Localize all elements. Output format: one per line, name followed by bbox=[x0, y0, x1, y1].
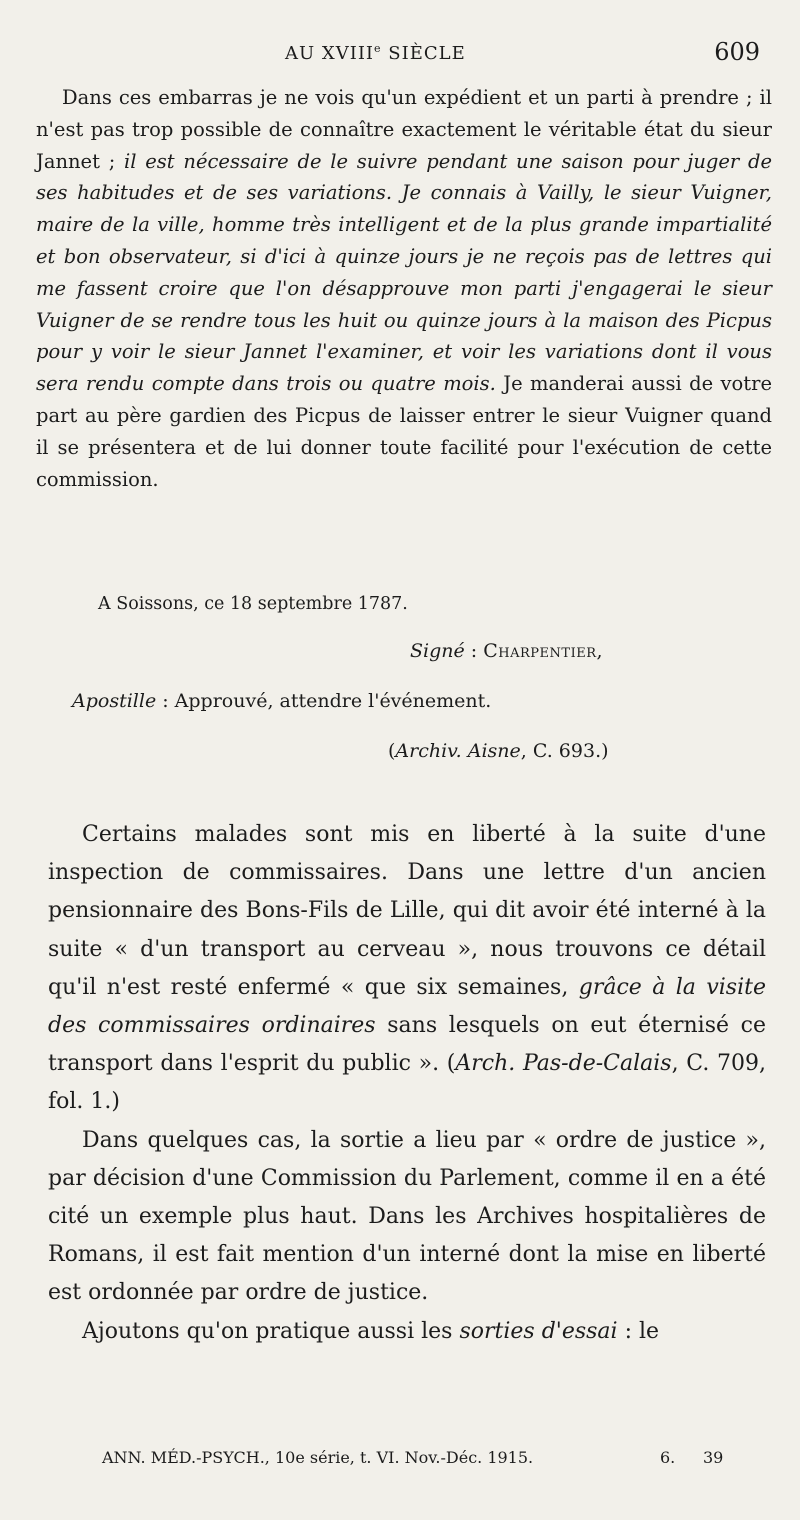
p2-text-e: , C. 709, fol. 1.) bbox=[48, 1051, 767, 1115]
running-head-title-end: SIÈCLE bbox=[381, 43, 466, 64]
p4-text-c: : le bbox=[617, 1318, 660, 1344]
archive-reference bbox=[388, 740, 609, 762]
footer-journal: ANN. MÉD.-PSYCH., 10e série, t. VI. Nov.-Déc. 1915. bbox=[102, 1448, 534, 1467]
archive-source: Archiv. Aisne bbox=[395, 740, 521, 762]
archive-paren-open: ( bbox=[388, 740, 396, 762]
running-head-title-main: AU XVIII bbox=[285, 43, 375, 64]
running-head bbox=[0, 38, 800, 72]
signature-separator: : bbox=[464, 640, 484, 662]
archive-call-number: , C. 693.) bbox=[520, 740, 609, 762]
quoted-letter bbox=[36, 82, 772, 495]
p4-text-a: Ajoutons qu'on pratique aussi les bbox=[82, 1318, 460, 1344]
body-text bbox=[48, 816, 766, 1351]
apostille-text: : Approuvé, attendre l'événement. bbox=[156, 690, 492, 712]
body-paragraph-commissaires bbox=[48, 816, 766, 1122]
page-footer bbox=[0, 1448, 800, 1478]
letter-text-roman: Dans ces embarras je ne vois qu'un expédient et un parti à prendre ; il n'est pas trop possible de connaître exactement le véritable état du sieur Jannet ; bbox=[36, 86, 772, 173]
signature-name: Charpentier, bbox=[483, 640, 604, 662]
footer-sheet-number: 39 bbox=[703, 1448, 724, 1467]
footer-signature-mark: 6. bbox=[660, 1448, 676, 1467]
signature-label: Signé bbox=[410, 640, 465, 662]
p2-text-a: Certains malades sont mis en liberté à la suite d'une inspection de commissaires. Dans une lettre d'un ancien pensionnaire des Bons-Fils de Lille, qui dit avoir été interné à la suite « d'un transport au cerveau », nous trouvons ce détail qu'il n'est resté enfermé « que six semaines, bbox=[48, 822, 766, 1000]
letter-text-italic: il est nécessaire de le suivre pendant une saison pour juger de ses habitudes et de ses variations. Je connais à Vailly, le sieur Vuigner, maire de la ville, homme très intelligent et de la plus grande impartialité et bon observateur, si d'ici à quinze jours je ne reçois pas de lettres qui me fassent croire que l'on désapprouve mon parti j'engagerai le sieur Vuigner de se rendre tous les huit ou quinze jours à la maison des Picpus pour y voir le sieur Jannet l'examiner, et voir les variations dont il vous sera rendu compte dans trois ou quatre mois. bbox=[36, 149, 773, 396]
running-head-title bbox=[285, 42, 466, 64]
apostille-label: Apostille bbox=[72, 690, 157, 712]
running-head-title-sup: e bbox=[374, 42, 382, 55]
p2-italic-source: Arch. Pas-de-Calais bbox=[455, 1051, 672, 1077]
letter-paragraph bbox=[36, 82, 772, 495]
p2-italic-quote: grâce à la visite des commissaires ordinaires bbox=[48, 974, 766, 1039]
page-number: 609 bbox=[714, 38, 760, 66]
p4-italic: sorties d'essai bbox=[459, 1318, 618, 1344]
letter-text-roman-end: Je manderai aussi de votre part au père gardien des Picpus de laisser entrer le sieur Vuigner quand il se présentera et de lui donner toute facilité pour l'exécution de cette commission. bbox=[36, 372, 772, 491]
apostille bbox=[72, 690, 491, 712]
body-paragraph-justice: Dans quelques cas, la sortie a lieu par « ordre de justice », par décision d'une Commission du Parlement, comme il en a été cité un exemple plus haut. Dans les Archives hospitalières de Romans, il est fait mention d'un interné dont la mise en liberté est ordonnée par ordre de justice. bbox=[48, 1127, 766, 1306]
letter-signature bbox=[410, 640, 603, 662]
letter-dateline: A Soissons, ce 18 septembre 1787. bbox=[98, 594, 408, 614]
p2-text-c: sans lesquels on eut éternisé ce transport dans l'esprit du public ». ( bbox=[48, 1013, 766, 1077]
body-paragraph-essai bbox=[48, 1313, 766, 1351]
